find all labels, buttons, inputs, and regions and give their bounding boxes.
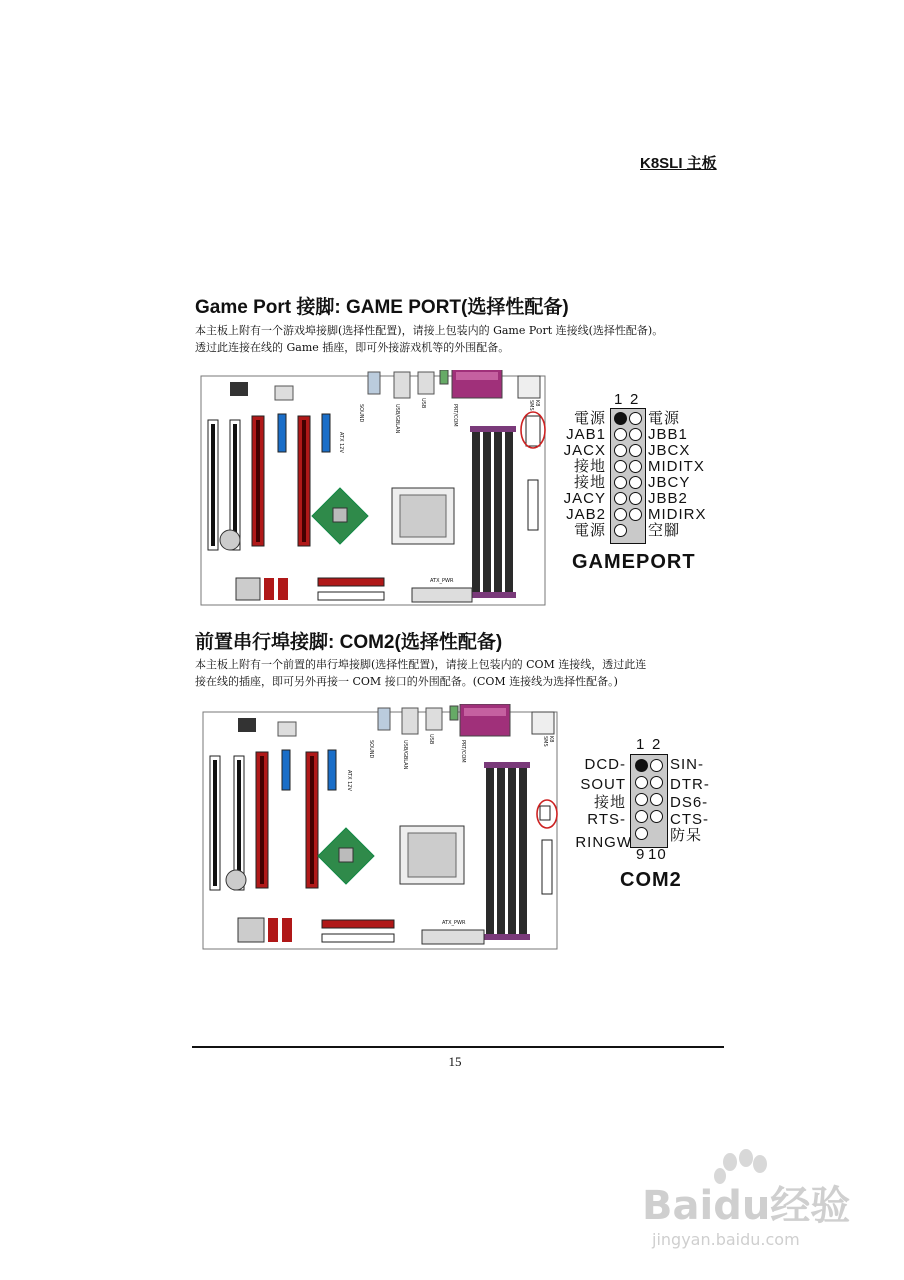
- baidu-watermark: [632, 1148, 882, 1278]
- gameport-connector-body: [610, 408, 646, 544]
- com2-right-label-4: CTS-: [670, 811, 709, 828]
- gameport-left-label-8: 電源: [573, 522, 606, 539]
- com2-left-label-3: 接地: [593, 794, 626, 811]
- label-usb-lan-1: USB/GBLAN: [394, 404, 400, 434]
- header-title: K8SLI 主板: [640, 155, 717, 172]
- label-sound-2: SOUND: [368, 740, 374, 759]
- section1-text-line1: 本主板上附有一个游戏埠接脚(选择性配置)，请接上包装内的 Game Port 连接线(选择性配备)。: [195, 324, 664, 337]
- label-prt-com-2: PRT/COM: [460, 740, 466, 763]
- motherboard-diagram-1: [200, 370, 546, 606]
- motherboard-layout-1: [200, 370, 546, 606]
- label-atx-pwr-2: ATX_PWR: [442, 920, 466, 926]
- com2-right-label-1: SIN-: [670, 756, 704, 773]
- section1-text-line2: 透过此连接在线的 Game 插座，即可外接游戏机等的外围配备。: [195, 341, 510, 354]
- watermark-brand: Baidu经验: [642, 1183, 851, 1229]
- gameport-right-label-4: MIDITX: [648, 458, 705, 475]
- com2-pin-number-1: 1: [636, 736, 646, 753]
- motherboard-layout-2: [202, 704, 558, 950]
- motherboard-diagram-2: [202, 704, 558, 950]
- page-number: 15: [448, 1054, 462, 1069]
- gameport-left-label-1: 電源: [573, 410, 606, 427]
- gameport-right-label-2: JBB1: [648, 426, 688, 443]
- gameport-right-label-8: 空腳: [648, 522, 681, 539]
- com2-right-label-2: DTR-: [670, 776, 710, 793]
- gameport-pin-number-2: 2: [630, 391, 640, 408]
- com2-left-label-2: SOUT: [580, 776, 626, 793]
- label-k8sms-2: K8 SMS: [542, 736, 554, 747]
- com2-connector-body: [630, 754, 668, 848]
- label-sound-1: SOUND: [358, 404, 364, 423]
- gameport-left-label-6: JACY: [563, 490, 606, 507]
- gameport-left-label-7: JAB2: [566, 506, 606, 523]
- section1-title: Game Port 接脚: GAME PORT(选择性配备): [195, 297, 569, 318]
- com2-right-label-5: 防呆: [670, 827, 703, 844]
- com2-pinout: [566, 737, 726, 897]
- gameport-right-label-7: MIDIRX: [648, 506, 707, 523]
- gameport-left-label-4: 接地: [573, 458, 606, 475]
- gameport-pin-number-1: 1: [614, 391, 624, 408]
- label-usb-lan-2: USB/GBLAN: [402, 740, 408, 770]
- com2-label: COM2: [620, 869, 682, 891]
- section2-text-line1: 本主板上附有一个前置的串行埠接脚(选择性配置)，请接上包装内的 COM 连接线，透过此连: [195, 658, 647, 671]
- com2-pin-number-10: 10: [648, 846, 667, 863]
- watermark-url: jingyan.baidu.com: [652, 1230, 800, 1249]
- gameport-right-label-1: 電源: [648, 410, 681, 427]
- footer-divider: [192, 1046, 724, 1048]
- gameport-left-label-5: 接地: [573, 474, 606, 491]
- gameport-pinout: [560, 392, 720, 572]
- com2-right-label-3: DS6-: [670, 794, 709, 811]
- gameport-left-label-3: JACX: [563, 442, 606, 459]
- section2-text-line2: 接在线的插座，即可另外再接一 COM 接口的外围配备。(COM 连接线为选择性配备。): [195, 675, 618, 688]
- label-atx12v-1: ATX 12V: [338, 432, 344, 453]
- section2-title: 前置串行埠接脚: COM2(选择性配备): [195, 632, 503, 653]
- label-atx12v-2: ATX 12V: [346, 770, 352, 791]
- label-usb-1: USB: [420, 398, 426, 409]
- gameport-right-label-3: JBCX: [648, 442, 691, 459]
- com2-left-label-5: RINGW: [575, 834, 632, 851]
- com2-left-label-4: RTS-: [587, 811, 626, 828]
- label-usb-2: USB: [428, 734, 434, 745]
- com2-left-label-1: DCD-: [584, 756, 626, 773]
- com2-pin-number-9: 9: [636, 846, 646, 863]
- label-prt-com-1: PRT/COM: [452, 404, 458, 427]
- label-k8sms-1: K8 SMS: [528, 400, 540, 411]
- gameport-right-label-6: JBB2: [648, 490, 688, 507]
- gameport-left-label-2: JAB1: [566, 426, 606, 443]
- com2-pin-number-2: 2: [652, 736, 662, 753]
- gameport-right-label-5: JBCY: [648, 474, 691, 491]
- label-atx-pwr-1: ATX_PWR: [430, 578, 454, 584]
- gameport-label: GAMEPORT: [572, 551, 696, 573]
